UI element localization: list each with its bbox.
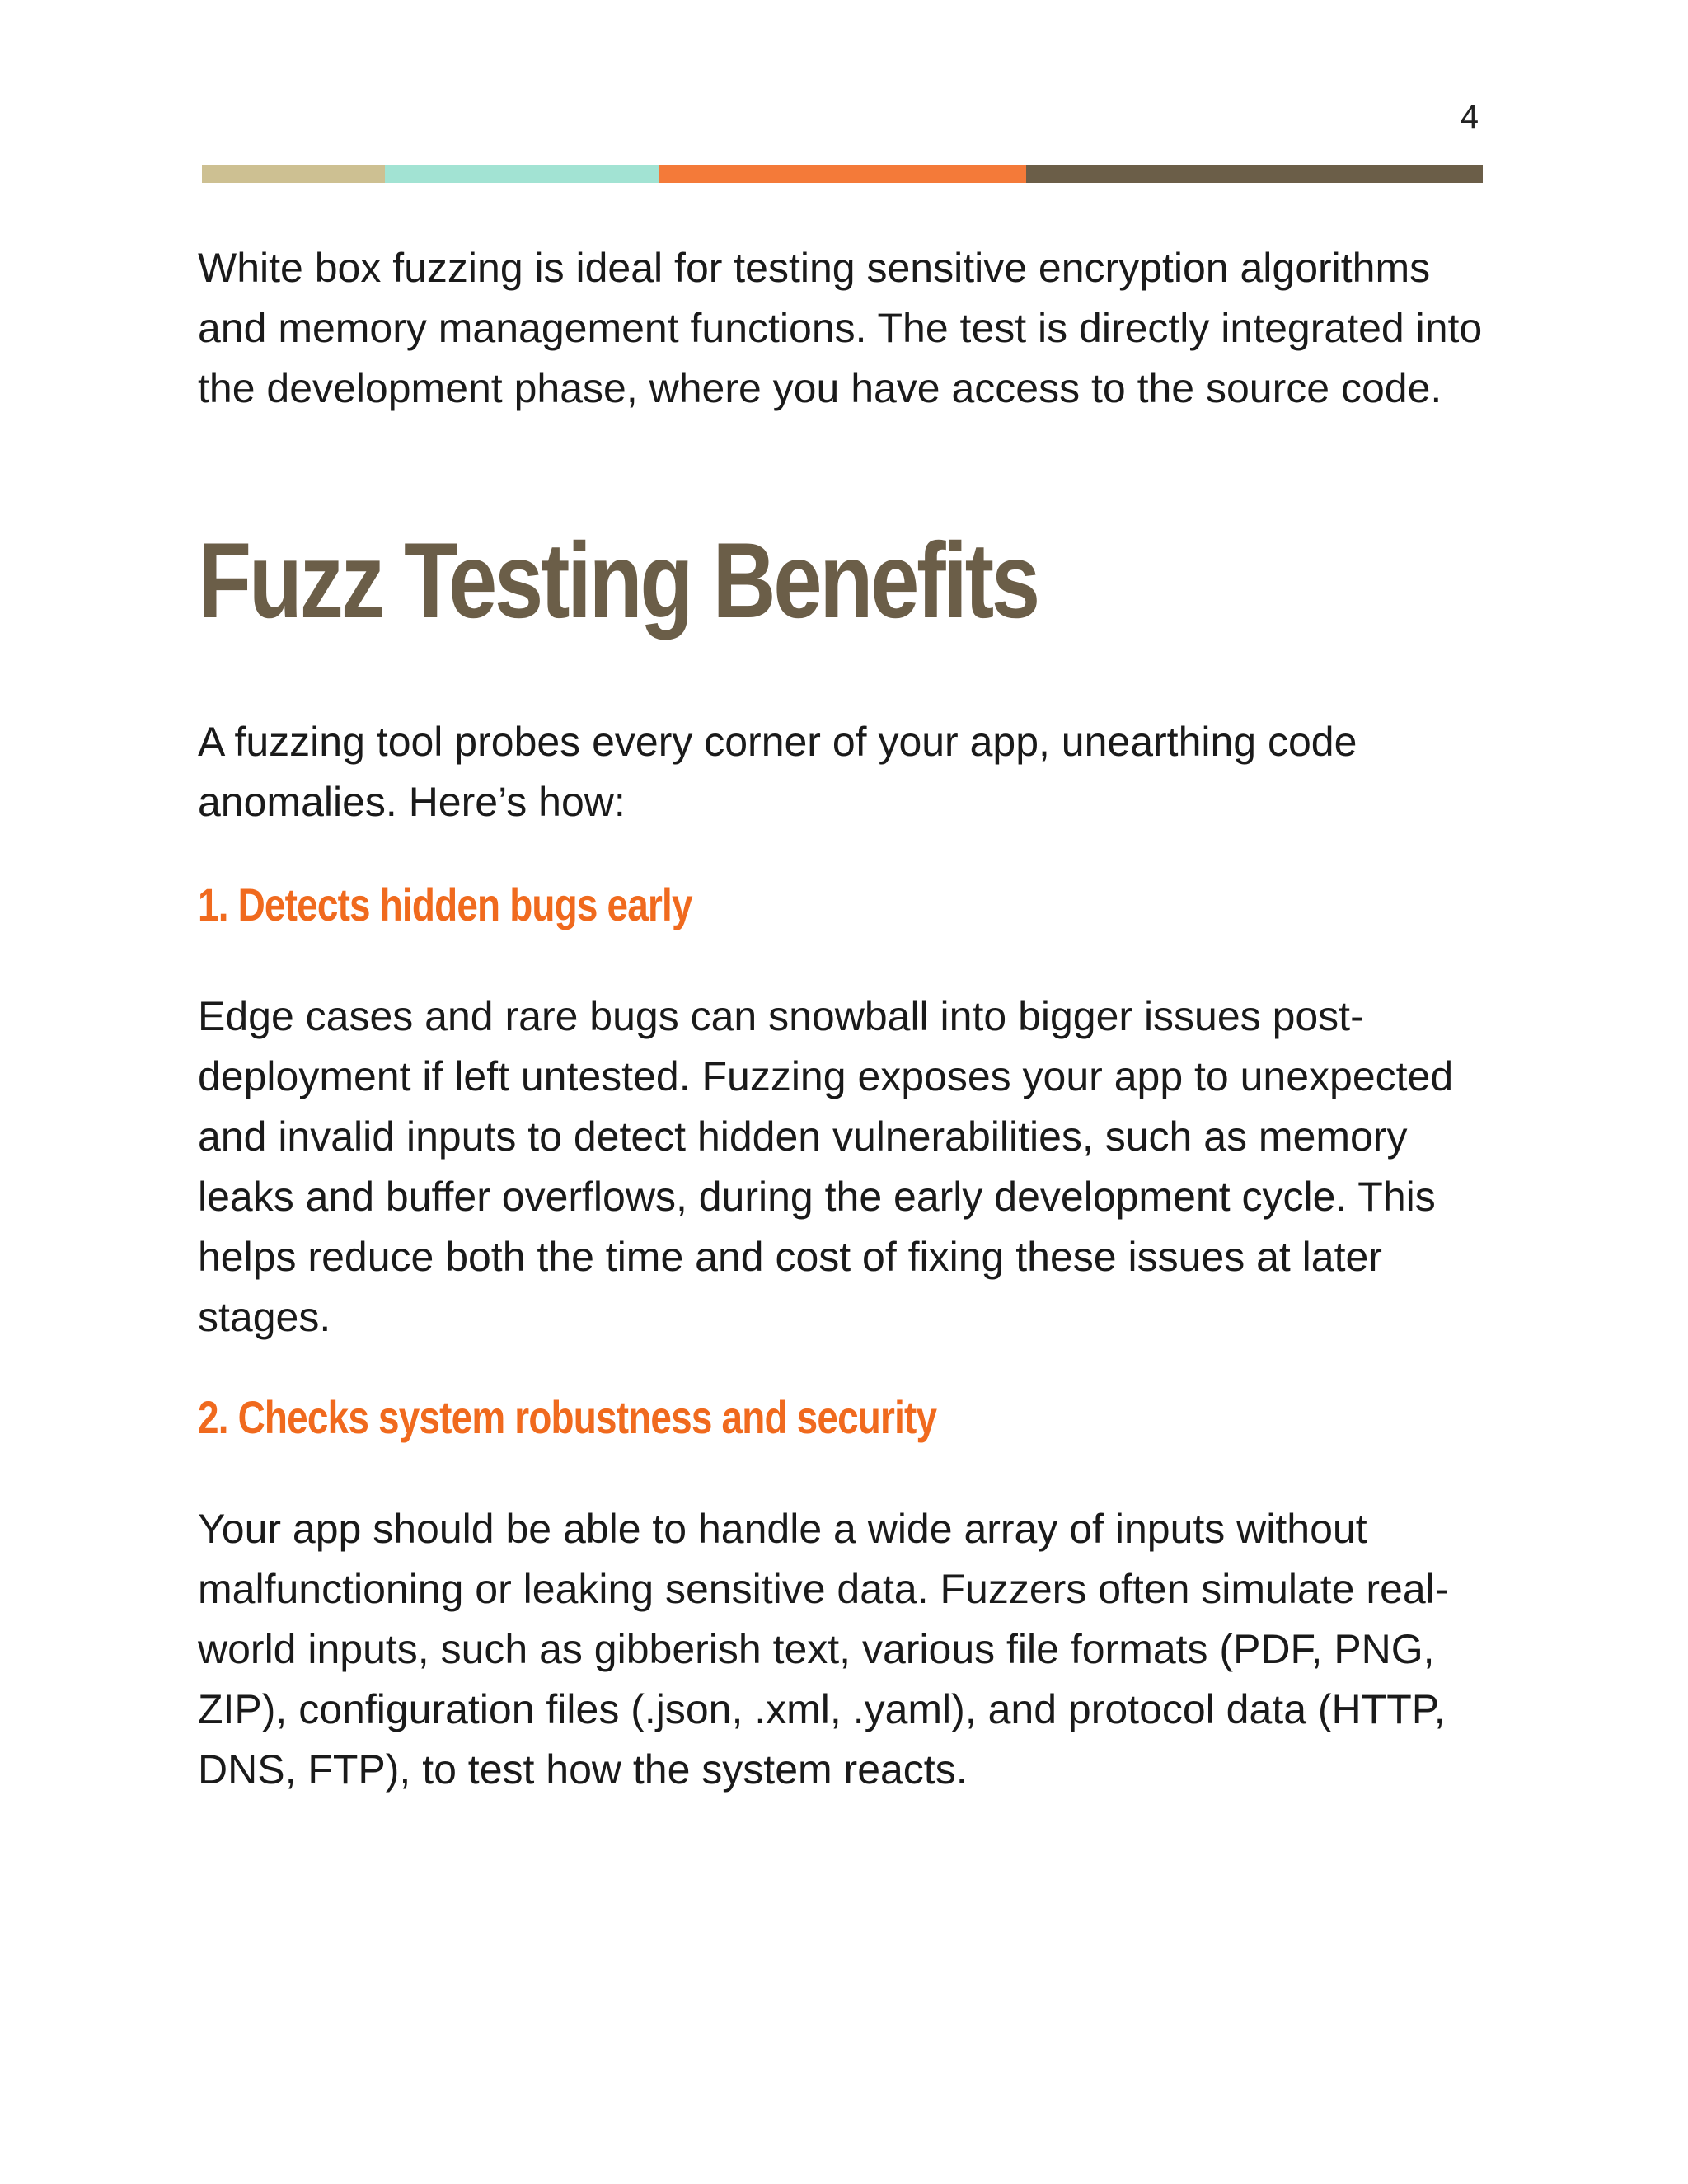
section-lead-paragraph: A fuzzing tool probes every corner of your app, unearthing code anomalies. Here’s how: <box>198 719 1357 825</box>
section-title: Fuzz Testing Benefits <box>198 520 1038 640</box>
rule-segment-beige <box>202 165 385 183</box>
rule-segment-mint <box>385 165 659 183</box>
benefit-body-2: Your app should be able to handle a wide array of inputs without malfunctioning or leaking sensitive data. Fuzzers often simulate real-world inputs, such as gibberish text, various file formats (PDF, PNG, ZIP), configuration files (.json, .xml, .yaml), and protocol data (HTTP, DNS, FTP), to test how the system reacts. <box>198 1506 1449 1793</box>
benefit-heading-2: 2. Checks system robustness and security <box>198 1391 937 1443</box>
rule-segment-brown <box>1026 165 1483 183</box>
benefit-heading-1: 1. Detects hidden bugs early <box>198 879 692 930</box>
benefit-body-1: Edge cases and rare bugs can snowball into bigger issues post-deployment if left untested. Fuzzing exposes your app to unexpected and invalid inputs to detect hidden vulnerabilities, such as memory leaks and buffer overflows, during the early development cycle. This helps reduce both the time and cost of fixing these issues at later stages. <box>198 993 1454 1340</box>
header-color-rule <box>202 165 1483 183</box>
rule-segment-orange <box>659 165 1026 183</box>
page-number: 4 <box>1460 99 1479 135</box>
intro-paragraph: White box fuzzing is ideal for testing sensitive encryption algorithms and memory management functions. The test is directly integrated into the development phase, where you have access to the source code. <box>198 245 1483 411</box>
